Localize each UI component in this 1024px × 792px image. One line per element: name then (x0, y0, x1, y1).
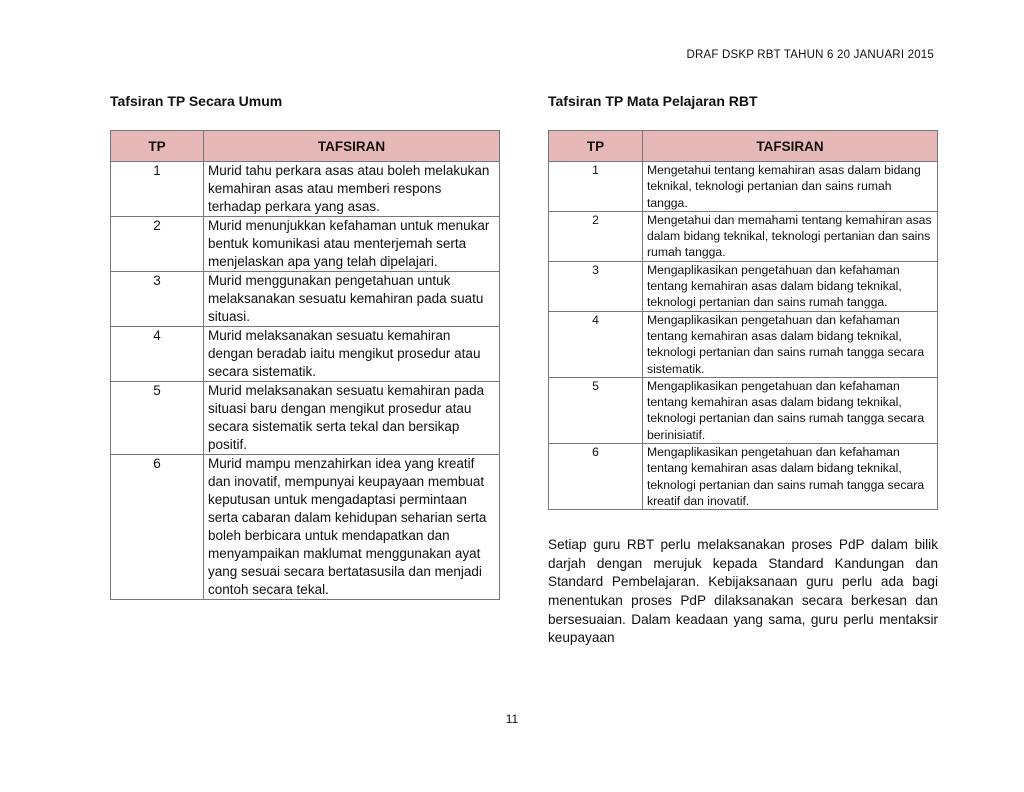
tp-level: 4 (111, 327, 204, 382)
body-paragraph: Setiap guru RBT perlu melaksanakan proses PdP dalam bilik darjah dengan merujuk kepada Standard Kandungan dan Standard Pembelajaran. Kebijaksanaan guru perlu ada bagi menentukan proses PdP dilaksanakan secara berkesan dan bersesuaian. Dalam keadaan yang sama, guru perlu mentaksir keupayaan (548, 537, 938, 646)
tp-description: Mengaplikasikan pengetahuan dan kefahaman tentang kemahiran asas dalam bidang teknikal, teknologi pertanian dan sains rumah tangga secara berinisiatif. (643, 377, 938, 443)
general-tp-table (110, 130, 500, 600)
table-row (111, 272, 500, 327)
tp-level: 1 (111, 162, 204, 217)
tp-level: 2 (111, 217, 204, 272)
tp-description: Mengetahui dan memahami tentang kemahiran asas dalam bidang teknikal, teknologi pertanian dan sains rumah tangga. (643, 211, 938, 261)
table-row (549, 261, 938, 311)
tafsiran-column-header: TAFSIRAN (204, 131, 500, 162)
left-column (110, 93, 500, 600)
document-header: DRAF DSKP RBT TAHUN 6 20 JANUARI 2015 (686, 49, 934, 61)
tp-description: Murid menggunakan pengetahuan untuk melaksanakan sesuatu kemahiran pada suatu situasi. (204, 272, 500, 327)
right-section-title: Tafsiran TP Mata Pelajaran RBT (548, 93, 758, 109)
tp-description: Mengaplikasikan pengetahuan dan kefahaman tentang kemahiran asas dalam bidang teknikal, teknologi pertanian dan sains rumah tangga secara sistematik. (643, 311, 938, 377)
tp-description: Mengaplikasikan pengetahuan dan kefahaman tentang kemahiran asas dalam bidang teknikal, teknologi pertanian dan sains rumah tangga. (643, 261, 938, 311)
table-row (111, 162, 500, 217)
tp-level: 3 (111, 272, 204, 327)
table-row (111, 327, 500, 382)
tp-level: 1 (549, 162, 643, 212)
tp-column-header: TP (549, 131, 643, 162)
tp-description: Mengetahui tentang kemahiran asas dalam bidang teknikal, teknologi pertanian dan sains rumah tangga. (643, 162, 938, 212)
table-row (549, 211, 938, 261)
table-row (549, 162, 938, 212)
tp-description: Murid mampu menzahirkan idea yang kreatif dan inovatif, mempunyai keupayaan membuat keputusan untuk mengadaptasi permintaan serta cabaran dalam kehidupan seharian serta boleh berbicara untuk mendapatkan dan menyampaikan maklumat menggunakan ayat yang sesuai secara bertatasusila dan menjadi contoh secara tekal. (204, 455, 500, 600)
tp-level: 6 (111, 455, 204, 600)
tp-level: 5 (549, 377, 643, 443)
tp-description: Murid tahu perkara asas atau boleh melakukan kemahiran asas atau memberi respons terhadap perkara yang asas. (204, 162, 500, 217)
tp-level: 2 (549, 211, 643, 261)
tafsiran-column-header: TAFSIRAN (643, 131, 938, 162)
table-row (549, 311, 938, 377)
tp-level: 5 (111, 382, 204, 455)
table-row (111, 217, 500, 272)
right-column (548, 93, 938, 648)
tp-column-header: TP (111, 131, 204, 162)
tp-description: Mengaplikasikan pengetahuan dan kefahaman tentang kemahiran asas dalam bidang teknikal, teknologi pertanian dan sains rumah tangga secara kreatif dan inovatif. (643, 444, 938, 510)
left-section-title: Tafsiran TP Secara Umum (110, 93, 283, 109)
table-row (549, 444, 938, 510)
tp-description: Murid melaksanakan sesuatu kemahiran pada situasi baru dengan mengikut prosedur atau secara sistematik serta tekal dan bersikap positif. (204, 382, 500, 455)
tp-level: 6 (549, 444, 643, 510)
table-row (111, 455, 500, 600)
table-row (111, 382, 500, 455)
tp-description: Murid menunjukkan kefahaman untuk menukar bentuk komunikasi atau menterjemah serta menjelaskan apa yang telah dipelajari. (204, 217, 500, 272)
table-row (549, 377, 938, 443)
page-number: 11 (505, 712, 519, 726)
rbt-tp-table (548, 130, 938, 510)
tp-description: Murid melaksanakan sesuatu kemahiran dengan beradab iaitu mengikut prosedur atau secara sistematik. (204, 327, 500, 382)
tp-level: 4 (549, 311, 643, 377)
tp-level: 3 (549, 261, 643, 311)
